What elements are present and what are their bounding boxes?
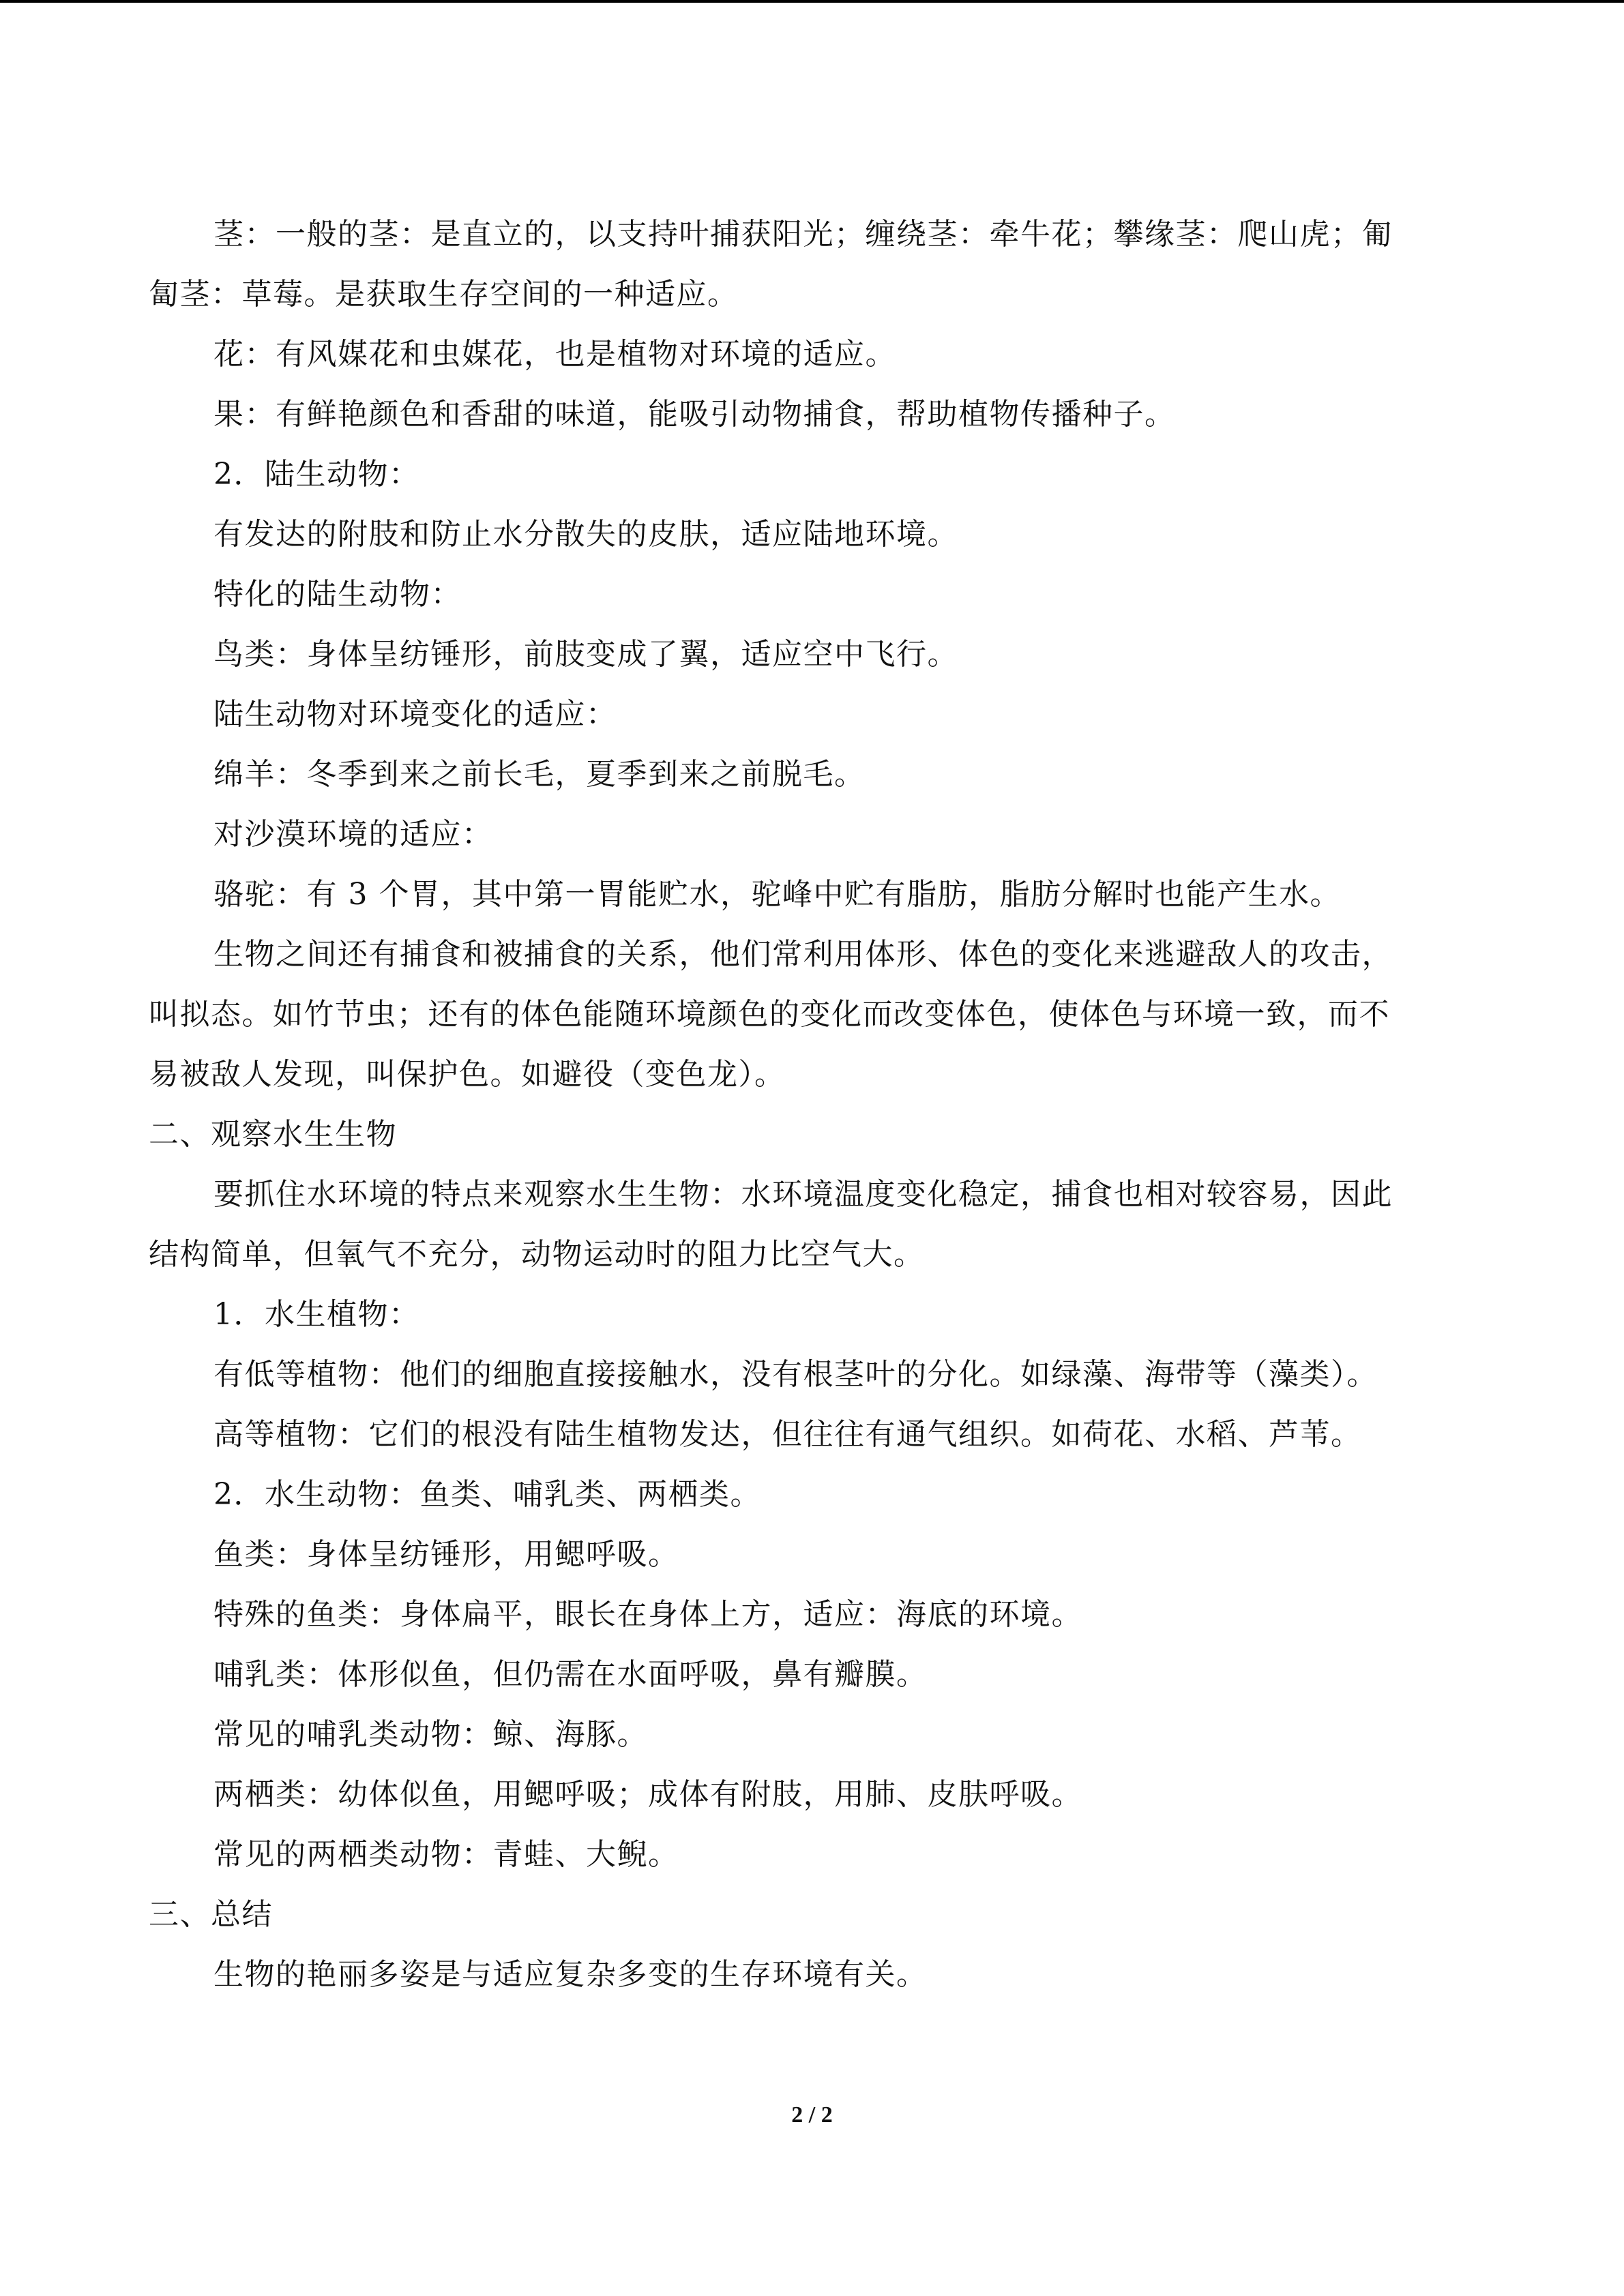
text-line: 茎：一般的茎：是直立的，以支持叶捕获阳光；缠绕茎：牵牛花；攀缘茎：爬山虎；匍 — [213, 217, 1393, 252]
text-line: 陆生动物对环境变化的适应： — [213, 697, 617, 732]
text-line: 结构简单，但氧气不充分，动物运动时的阻力比空气大。 — [149, 1237, 925, 1272]
text-line: 2．水生动物：鱼类、哺乳类、两栖类。 — [213, 1477, 761, 1512]
text-line: 二、观察水生生物 — [149, 1117, 397, 1152]
text-line: 两栖类：幼体似鱼，用鳃呼吸；成体有附肢，用肺、皮肤呼吸。 — [213, 1777, 1082, 1812]
text-line: 特化的陆生动物： — [213, 577, 462, 612]
text-line: 高等植物：它们的根没有陆生植物发达，但往往有通气组织。如荷花、水稻、芦苇。 — [213, 1417, 1362, 1452]
text-line: 哺乳类：体形似鱼，但仍需在水面呼吸，鼻有瓣膜。 — [213, 1657, 928, 1692]
text-line: 花：有风媒花和虫媒花，也是植物对环境的适应。 — [213, 337, 896, 372]
text-line: 2．陆生动物： — [213, 457, 420, 492]
text-line: 有低等植物：他们的细胞直接接触水，没有根茎叶的分化。如绿藻、海带等（藻类）。 — [213, 1357, 1378, 1392]
text-line: 对沙漠环境的适应： — [213, 817, 493, 852]
text-line: 常见的两栖类动物：青蛙、大鲵。 — [213, 1837, 679, 1872]
text-line: 特殊的鱼类：身体扁平，眼长在身体上方，适应：海底的环境。 — [213, 1597, 1082, 1632]
text-line: 叫拟态。如竹节虫；还有的体色能随环境颜色的变化而改变体色，使体色与环境一致，而不 — [149, 997, 1390, 1032]
text-line: 易被敌人发现，叫保护色。如避役（变色龙）。 — [149, 1057, 786, 1092]
text-line: 常见的哺乳类动物：鲸、海豚。 — [213, 1717, 648, 1752]
top-border-rule — [0, 0, 1624, 3]
text-line: 骆驼：有 3 个胃，其中第一胃能贮水，驼峰中贮有脂肪，脂肪分解时也能产生水。 — [213, 877, 1341, 912]
text-line: 鱼类：身体呈纺锤形，用鳃呼吸。 — [213, 1537, 679, 1572]
page-number: 2 / 2 — [791, 2102, 833, 2128]
text-line: 绵羊：冬季到来之前长毛，夏季到来之前脱毛。 — [213, 757, 866, 792]
text-line: 生物的艳丽多姿是与适应复杂多变的生存环境有关。 — [213, 1957, 928, 1992]
text-line: 三、总结 — [149, 1897, 273, 1932]
text-line: 生物之间还有捕食和被捕食的关系，他们常利用体形、体色的变化来逃避敌人的攻击， — [213, 937, 1393, 972]
text-line: 有发达的附肢和防止水分散失的皮肤，适应陆地环境。 — [213, 517, 958, 552]
text-line: 1．水生植物： — [213, 1297, 420, 1332]
document-body — [149, 205, 1458, 2005]
text-line: 果：有鲜艳颜色和香甜的味道，能吸引动物捕食，帮助植物传播种子。 — [213, 397, 1176, 432]
text-line: 匐茎：草莓。是获取生存空间的一种适应。 — [149, 277, 739, 312]
text-line: 鸟类：身体呈纺锤形，前肢变成了翼，适应空中飞行。 — [213, 637, 958, 672]
text-line: 要抓住水环境的特点来观察水生生物：水环境温度变化稳定，捕食也相对较容易，因此 — [213, 1177, 1393, 1212]
